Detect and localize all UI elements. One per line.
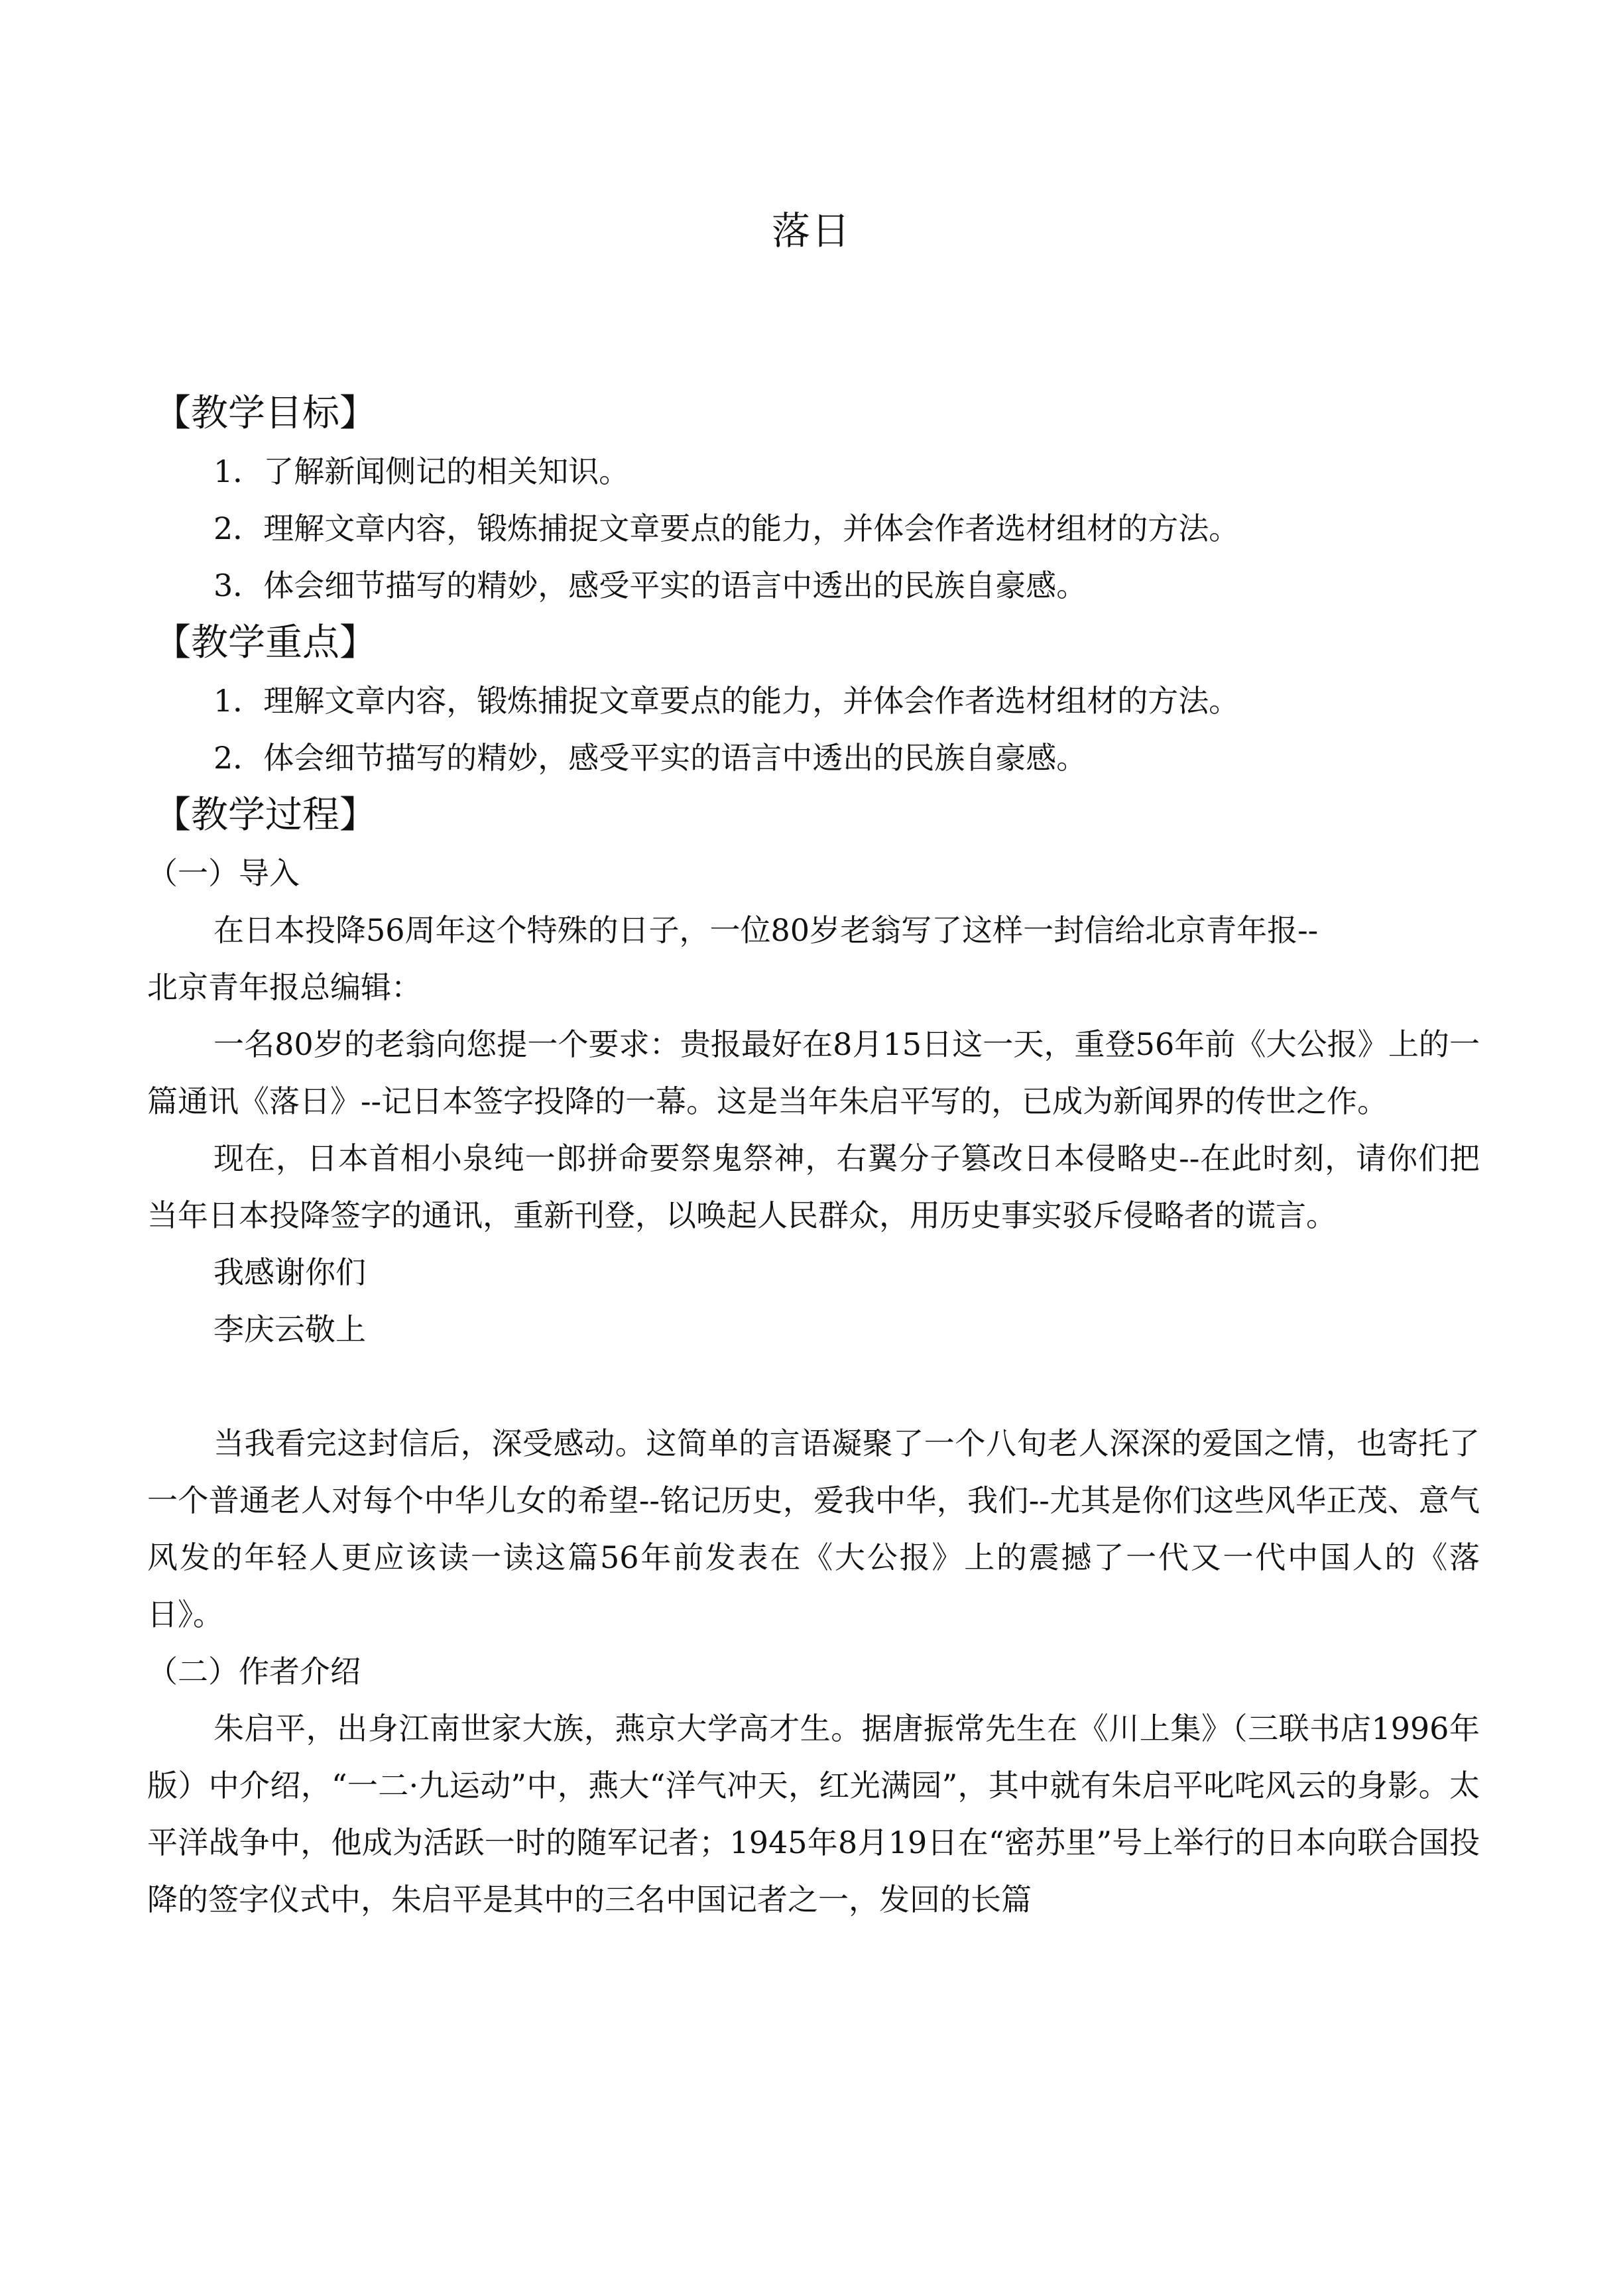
keypoint-item: 1．理解文章内容，锻炼捕捉文章要点的能力，并体会作者选材组材的方法。 (213, 683, 1240, 719)
objective-item: 1．了解新闻侧记的相关知识。 (213, 453, 630, 489)
letter-signature: 李庆云敬上 (213, 1311, 366, 1347)
keypoints-heading: 【教学重点】 (154, 621, 377, 664)
process-heading: 【教学过程】 (154, 794, 377, 837)
keypoint-item: 2．体会细节描写的精妙，感受平实的语言中透出的民族自豪感。 (213, 740, 1087, 776)
reflection-paragraph: 当我看完这封信后，深受感动。这简单的言语凝聚了一个八旬老人深深的爱国之情，也寄托了一个普通老人对每个中华儿女的希望--铭记历史，爱我中华，我们--尤其是你们这些风华正茂、意气风发的年轻人更应该读一读这篇56年前发表在《大公报》上的震撼了一代又一代中国人的《落日》。 (147, 1425, 1480, 1632)
author-paragraph: 朱启平，出身江南世家大族，燕京大学高才生。据唐振常先生在《川上集》（三联书店1996年版）中介绍，“一二·九运动”中，燕大“洋气冲天，红光满园”，其中就有朱启平叱咤风云的身影。太平洋战争中，他成为活跃一时的随军记者；1945年8月19日在“密苏里”号上举行的日本向联合国投降的签字仪式中，朱启平是其中的三名中国记者之一，发回的长篇 (147, 1711, 1480, 1917)
intro-letter-salutation: 北京青年报总编辑： (147, 969, 422, 1005)
letter-thanks: 我感谢你们 (213, 1254, 366, 1290)
document-body (147, 385, 1480, 1928)
document-title: 落日 (771, 208, 851, 253)
letter-paragraph: 一名80岁的老翁向您提一个要求：贵报最好在8月15日这一天，重登56年前《大公报》上的一篇通讯《落日》--记日本签字投降的一幕。这是当年朱启平写的，已成为新闻界的传世之作。 (147, 1026, 1480, 1119)
blank-line (147, 1358, 1480, 1415)
objective-item: 2．理解文章内容，锻炼捕捉文章要点的能力，并体会作者选材组材的方法。 (213, 511, 1240, 546)
intro-subheading: （一）导入 (147, 855, 300, 891)
objective-item: 3．体会细节描写的精妙，感受平实的语言中透出的民族自豪感。 (213, 568, 1087, 603)
intro-paragraph: 在日本投降56周年这个特殊的日子，一位80岁老翁写了这样一封信给北京青年报-- (213, 912, 1319, 948)
author-subheading: （二）作者介绍 (147, 1654, 361, 1689)
objectives-heading: 【教学目标】 (154, 392, 377, 435)
letter-paragraph: 现在，日本首相小泉纯一郎拼命要祭鬼祭神，右翼分子篡改日本侵略史--在此时刻，请你们把当年日本投降签字的通讯，重新刊登，以唤起人民群众，用历史事实驳斥侵略者的谎言。 (147, 1140, 1480, 1233)
